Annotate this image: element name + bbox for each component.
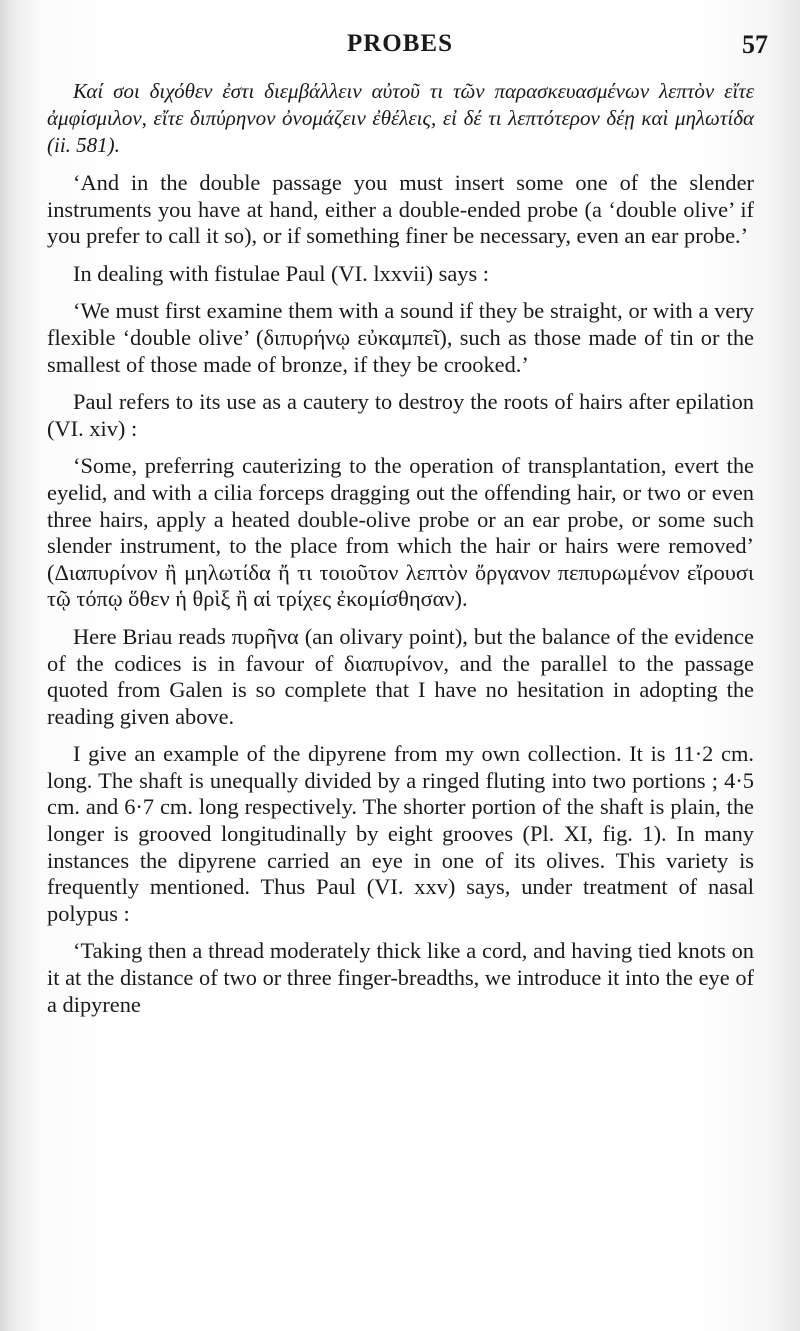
paragraph: In dealing with fistulae Paul (VI. lxxvii) says :	[73, 260, 490, 286]
paragraph: ‘Taking then a thread moderately thick like a cord, and having tied knots on it at the distance of two or three finger-breadths, we introduce it into the eye of a dipyrene	[47, 938, 754, 1017]
paragraph: Paul refers to its use as a cautery to destroy the roots of hairs after epilation (VI. xiv) :	[47, 389, 754, 441]
page-header	[0, 30, 800, 64]
page-number: 57	[742, 30, 768, 59]
greek-quotation: Καί σοι διχόθεν ἐστι διεμβάλλειν αὐτοῦ τι τῶν παρασκευασμένων λεπτὸν εἴτε ἀμφίσμιλον, εἴτε διπύρηνον ὀνομάζειν ἐθέλεις, εἰ δέ τι λεπτότερον δέῃ καὶ μηλωτίδα (ii. 581).	[47, 79, 754, 157]
paragraph: I give an example of the dipyrene from my own collection. It is 11·2 cm. long. The shaft is unequally divided by a ringed fluting into two portions ; 4·5 cm. and 6·7 cm. long respectively. The shorter portion of the shaft is plain, the longer is grooved longitudinally by eight grooves (Pl. XI, fig. 1). In many instances the dipyrene carried an eye in one of its olives. This variety is frequently mentioned. Thus Paul (VI. xxv) says, under treatment of nasal polypus :	[47, 741, 754, 926]
paragraph: Here Briau reads πυρῆνα (an olivary point), but the balance of the evidence of the codices is in favour of διαπυρίνον, and the parallel to the passage quoted from Galen is so complete that I have no hesitation in adopting the reading given above.	[47, 623, 754, 729]
paragraph: ‘Some, preferring cauterizing to the operation of transplantation, evert the eyelid, and with a cilia forceps dragging out the offending hair, or two or even three hairs, apply a heated double-olive probe or an ear probe, or some such slender instrument, to the place from which the hair or hairs were removed’ (Διαπυρίνον ἢ μηλωτίδα ἤ τι τοιοῦτον λεπτὸν ὄργανον πεπυρωμένον εἴρουσι τῷ τόπῳ ὅθεν ἡ θρὶξ ἢ αἱ τρίχες ἐκομίσθησαν).	[47, 453, 754, 612]
paragraph: ‘And in the double passage you must insert some one of the slender instruments you have at hand, either a double-ended probe (a ‘double olive’ if you prefer to call it so), or if something finer be necessary, even an ear probe.’	[47, 170, 754, 249]
paragraph: ‘We must first examine them with a sound if they be straight, or with a very flexible ‘double olive’ (διπυρήνῳ εὐκαμπεῖ), such as those made of tin or the smallest of those made of bronze, if they be crooked.’	[47, 298, 754, 377]
body-text	[47, 78, 754, 1029]
running-head: PROBES	[346, 30, 454, 57]
